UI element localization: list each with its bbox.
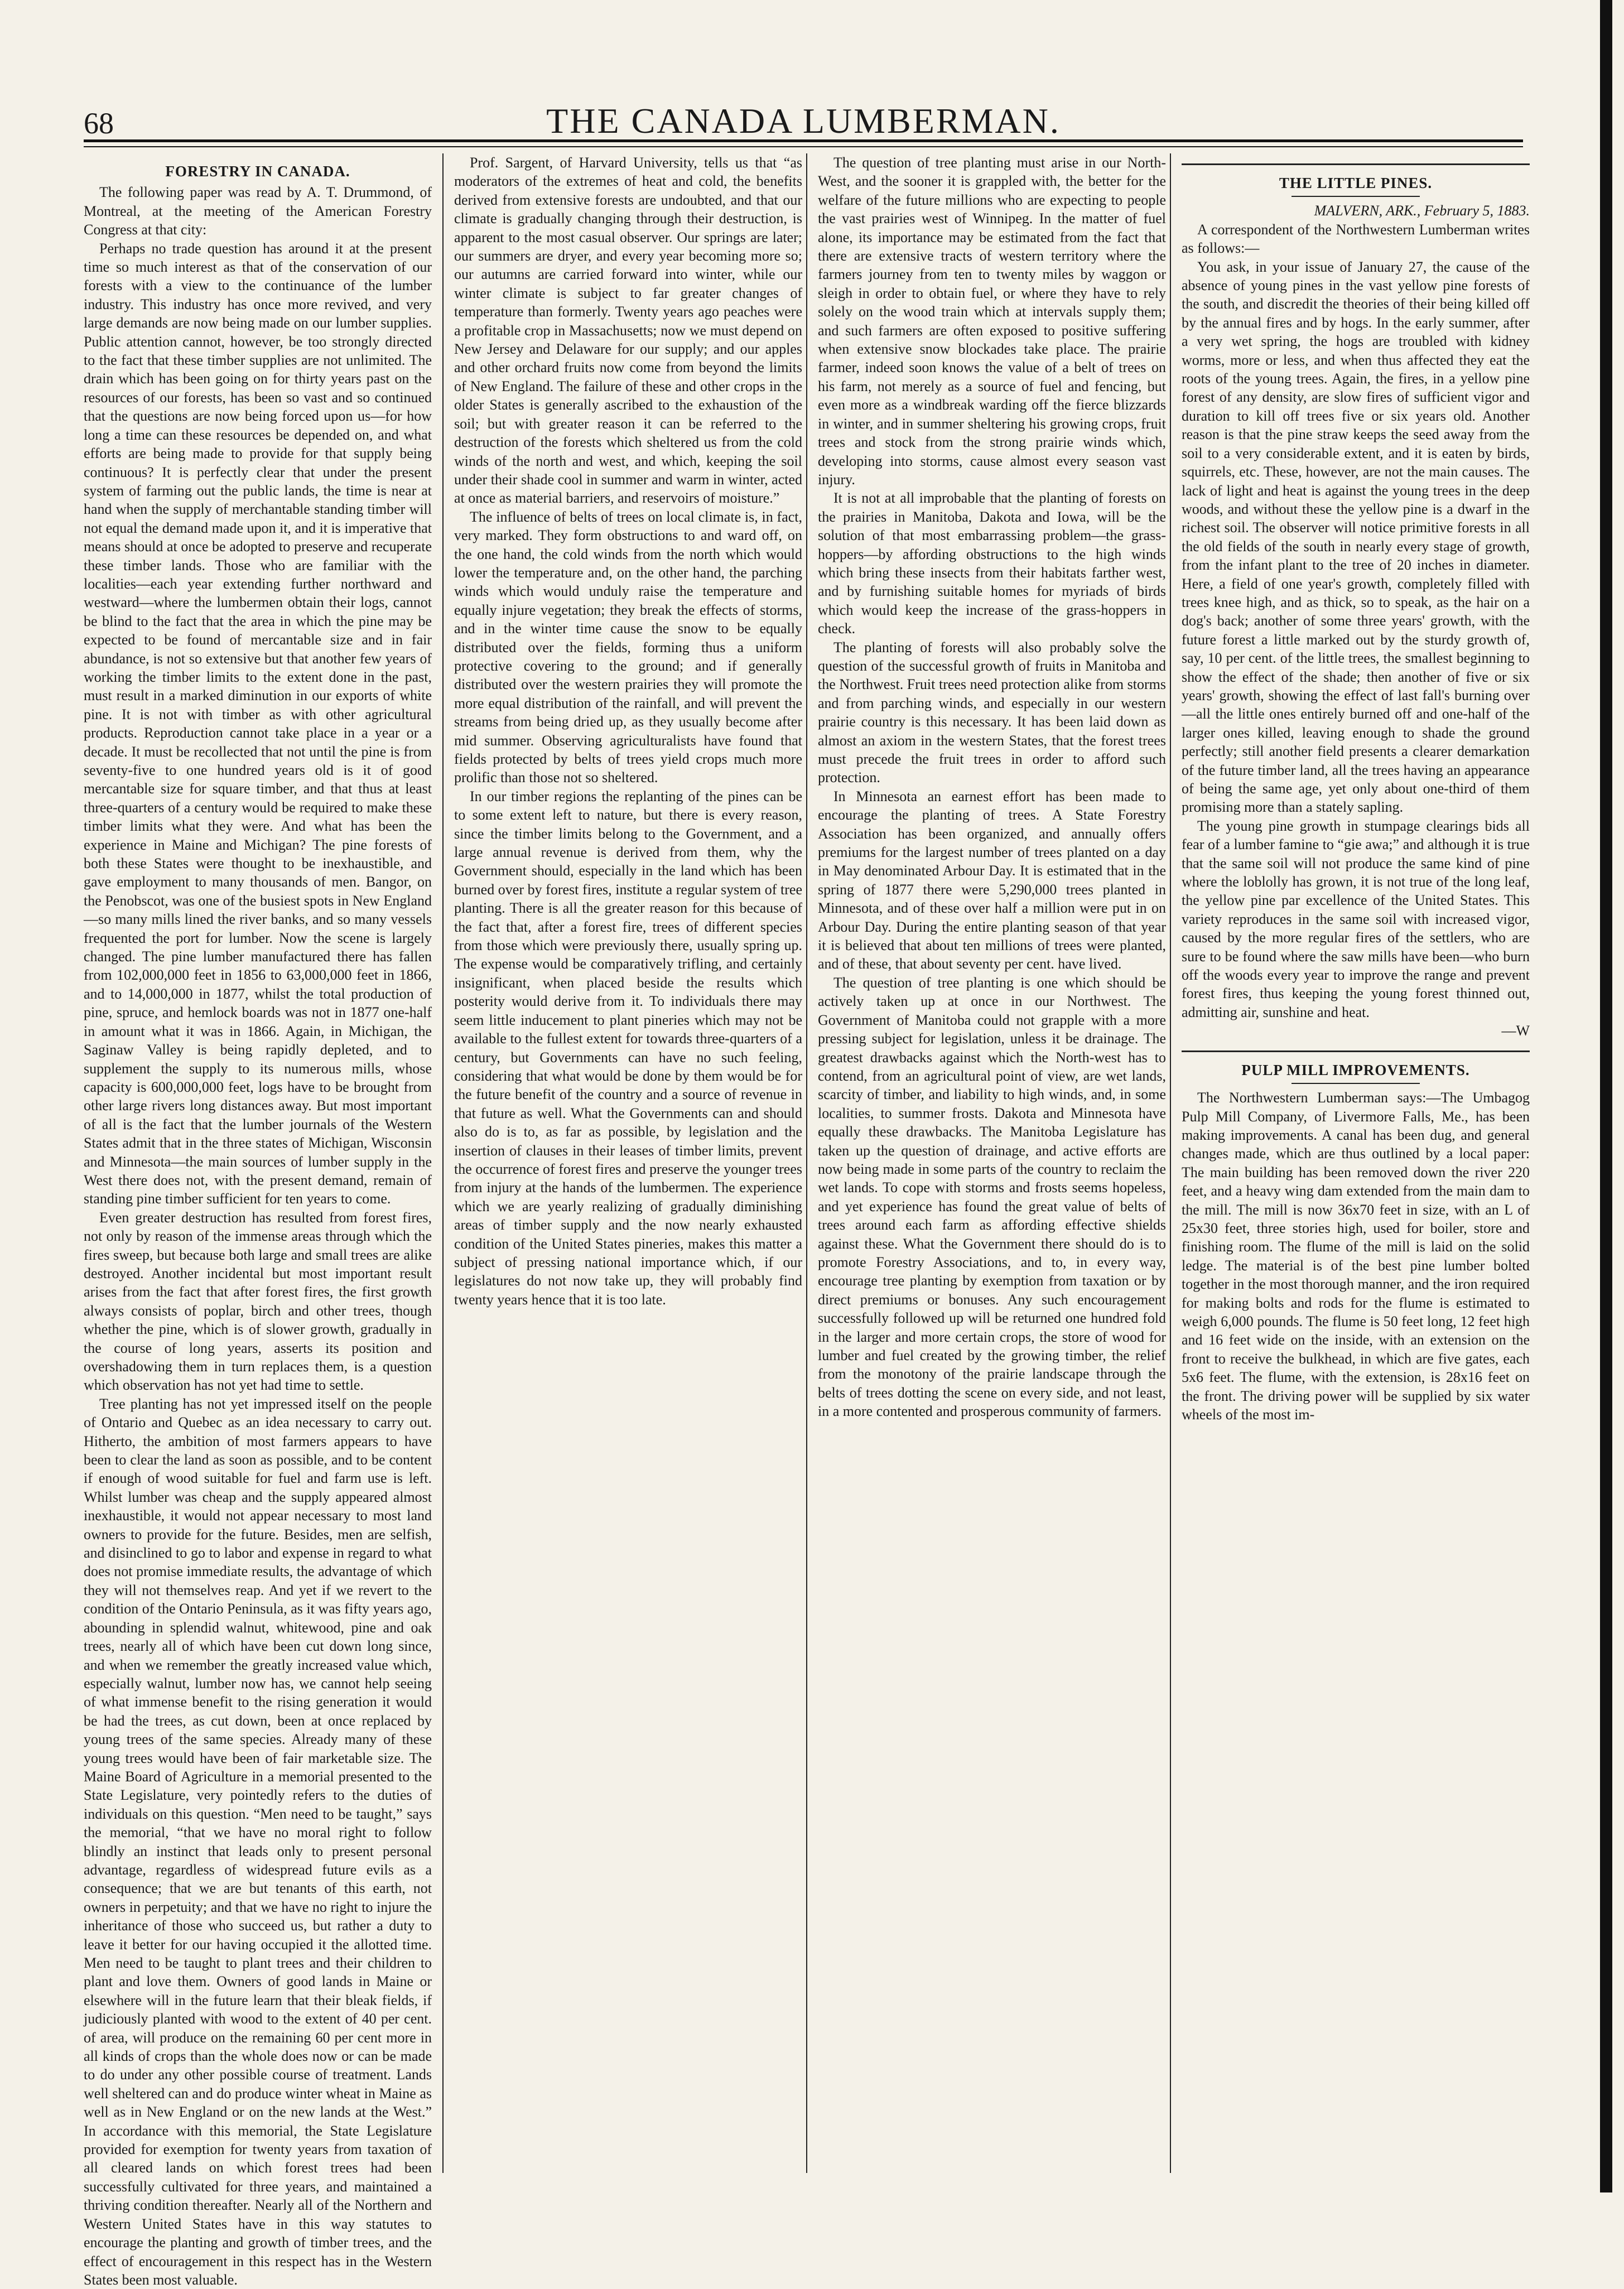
- column-1: [84, 153, 432, 2288]
- page-number: 68: [84, 107, 114, 140]
- masthead-rule: [84, 139, 1523, 147]
- masthead: [84, 100, 1523, 145]
- column-rule: [806, 153, 807, 2173]
- paragraph: Prof. Sargent, of Harvard University, tells us that “as moderators of the extremes of heat and cold, the benefits derived from extensive forests are undoubted, and that our climate is gradually changing through their destruction, is apparent to the most casual observer. Our springs are later; our summers are dryer, and every year becoming more so; our autumns are carried forward into winter, while our winter climate is subject to far greater changes of temperature than formerly. Twenty years ago peaches were a profitable crop in Massachusetts; now we must depend on New Jersey and Delaware for our supply; and our apples and other orchard fruits now come from beyond the limits of New England. The failure of these and other crops in the older States is generally ascribed to the exhaustion of the soil; but with greater reason it can be referred to the destruction of the forests which sheltered us from the cold winds of the north and west, and which, keeping the soil under their shade cool in summer and warm in winter, acted at once as material barriers, and reservoirs of moisture.”: [454, 155, 802, 507]
- paragraph: The question of tree planting is one which should be actively taken up at once in our Northwest. The Government of Manitoba could not grapple with a more pressing subject for legislation, unless it be drainage. The greatest drawbacks against which the North-west has to contend, from an agricultural point of view, are wet lands, scarcity of timber, and liability to high winds, and, in some localities, to summer frosts. Dakota and Minnesota have equally these drawbacks. The Manitoba Legislature has taken up the question of drainage, and active efforts are now being made in some parts of the country to reclaim the wet lands. To cope with storms and frosts seems hopeless, and yet experience has found the great value of belts of trees around each farm as affording effective shields against these. What the Government there should do is to promote Forestry Associations, and to, in every way, encourage tree planting by exemption from taxation or by direct premiums or bonuses. Any such encouragement successfully followed up will be returned one hundred fold in the larger and more certain crops, the store of wood for lumber and fuel created by the growing timber, the relief from the monotony of the prairie landscape through the belts of trees dotting the scene on every side, and not least, in a more contented and prosperous community of farmers.: [818, 974, 1166, 1420]
- column-2: [454, 153, 802, 2173]
- page-edge-bar: [1600, 0, 1612, 2192]
- column-rule: [1170, 153, 1171, 2173]
- newspaper-title: THE CANADA LUMBERMAN.: [546, 101, 1061, 141]
- paragraph: The planting of forests will also probably solve the question of the successful growth of fruits in Manitoba and the Northwest. Fruit trees need protection alike from storms and from parching winds, and especially in our western prairie country is this necessary. It has been laid down as almost an axiom in the western States, that the forest trees must precede the fruit trees in order to afford such protection.: [818, 639, 1166, 786]
- article-divider: [1182, 163, 1530, 165]
- paragraph: The Northwestern Lumberman says:—The Umbagog Pulp Mill Company, of Livermore Falls, Me., has been making improvements. A canal has been dug, and general changes made, which are thus outlined by a local paper: The main building has been removed down the river 220 feet, and a heavy wing dam extended from the main dam to the mill. The mill is now 36x70 feet in size, with an L of 25x30 feet, three stories high, used for boiler, store and finishing room. The flume of the mill is laid on the solid ledge. The material is of the best pine lumber bolted together in the most thorough manner, and the iron required for making bolts and rods for the flume is estimated to weigh 6,000 pounds. The flume is 50 feet long, 12 feet high and 16 feet wide on the inside, with an extension on the front to receive the bulkhead, in which are five gates, each 5x6 feet. The flume, with the extension, is 28x16 feet on the front. The driving power will be supplied by six water wheels of the most im-: [1182, 1090, 1530, 1423]
- paragraph: A correspondent of the Northwestern Lumberman writes as follows:—: [1182, 221, 1530, 257]
- column-4: [1182, 153, 1530, 2173]
- headline-pulp-mill: PULP MILL IMPROVEMENTS.: [1241, 1061, 1470, 1078]
- paragraph: The following paper was read by A. T. Drummond, of Montreal, at the meeting of the American Forestry Congress at that city:: [84, 184, 432, 238]
- paragraph: The question of tree planting must arise in our North-West, and the sooner it is grappled with, the better for the welfare of the future millions who are expecting to people the vast prairies west of Winnipeg. In the matter of fuel alone, its importance may be estimated from the fact that there are extensive tracts of western territory where the farmers journey from ten to twenty miles by waggon or sleigh in order to obtain fuel, or where they have to rely solely on the wood train which at intervals supply them; and such farmers are often exposed to positive suffering when extensive snow blockades take place. The prairie farmer, indeed soon knows the value of a belt of trees on his farm, not merely as a source of fuel and fencing, but even more as a windbreak warding off the fierce blizzards in winter, and in summer sheltering his growing crops, fruit trees and stock from the strong prairie winds which, developing into storms, cause almost every season vast injury.: [818, 155, 1166, 488]
- signature: —W: [1501, 1023, 1530, 1039]
- dateline: MALVERN, ARK., February 5, 1883.: [1314, 203, 1530, 219]
- paragraph: The influence of belts of trees on local climate is, in fact, very marked. They form obstructions to and ward off, on the one hand, the cold winds from the north which would lower the temperature and, on the other hand, the parching winds which would unduly raise the temperature and equally injure vegetation; they break the effects of storms, and in the winter time cause the snow to be equally distributed over the fields, forming thus a uniform protective covering to the ground; and if generally distributed over the western prairies they will promote the more equal distribution of the rainfall, and will prevent the streams from being dried up, as they usually become after mid summer. Observing agriculturalists have found that fields protected by belts of trees yield crops much more prolific than those not so sheltered.: [454, 508, 802, 786]
- headline-forestry-in-canada: FORESTRY IN CANADA.: [165, 163, 350, 180]
- headline-rule: [1292, 196, 1420, 197]
- paragraph: It is not at all improbable that the planting of forests on the prairies in Manitoba, Dakota and Iowa, will be the solution of that most embarrassing problem—the grass-hoppers—by affording obstructions to the high winds which bring these insects from their habitats farther west, and by furnishing suitable homes for myriads of birds which would keep the increase of the grass-hoppers in check.: [818, 490, 1166, 637]
- paragraph: Perhaps no trade question has around it at the present time so much interest as that of the conservation of our forests with a view to the continuance of the lumber industry. This industry has once more revived, and very large demands are now being made on our lumber supplies. Public attention cannot, however, be too strongly directed to the fact that these timber supplies are not unlimited. The drain which has been going on for thirty years past on the resources of our forests, has been so vast and so continued that the questions are now being forced upon us—for how long a time can these resources be depended on, and what efforts are being made to provide for that supply being continuous? It is perfectly clear that under the present system of farming out the public lands, the time is near at hand when the supply of merchantable standing timber will not equal the demand made upon it, and it is imperative that means should at once be adopted to preserve and recuperate these timber lands. Those who are familiar with the localities—each year extending further northward and westward—where the lumbermen obtain their logs, cannot be blind to the fact that the area in which the pine may be expected to be found of mercantable size and in fair abundance, is not so extensive but that another few years of working the timber limits to the extent done in the past, must result in a marked diminution in our exports of white pine. It is not with timber as with other agricultural products. Reproduction cannot take place in a year or a decade. It must be recollected that not until the pine is from seventy-five to one hundred years old is it of good mercantable size for square timber, and that thus at least three-quarters of a century would be required to make these timber limits what they were. And what has been the experience in Maine and Michigan? The pine forests of both these States were thought to be inexhaustible, and gave employment to many thousands of men. Bangor, on the Penobscot, was one of the busiest spots in New England—so many mills lined the river banks, and so many vessels frequented the port for lumber. Now the scene is largely changed. The pine lumber manufactured there has fallen from 102,000,000 feet in 1856 to 63,000,000 feet in 1866, and to 14,000,000 in 1877, whilst the total production of pine, spruce, and hemlock boards was not in 1877 one-half in amount what it was in 1866. Again, in Michigan, the Saginaw Valley is being rapidly depleted, and to supplement the supply to its numerous mills, whose capacity is 600,000,000 feet, logs have to be brought from other large rivers long distances away. But most important of all is the fact that the lumber journals of the Western States admit that in the three states of Michigan, Wisconsin and Minnesota—the main sources of lumber supply in the West there does not, with the present demand, remain of standing pine timber sufficient for ten years to come.: [84, 240, 432, 1207]
- paragraph: The young pine growth in stumpage clearings bids all fear of a lumber famine to “gie awa;” and although it is true that the same soil will not produce the same kind of pine where the loblolly has grown, it is not true of the long leaf, the yellow pine par excellence of the United States. This variety reproduces in the same soil with increased vigor, caused by the more regular fires of the settlers, who are sure to be found where the saw mills have been—who burn off the woods every year to improve the range and prevent forest fires, thus keeping the young forest thinned out, admitting air, sunshine and heat.: [1182, 817, 1530, 1020]
- headline-little-pines: THE LITTLE PINES.: [1279, 175, 1433, 191]
- paragraph: In our timber regions the replanting of the pines can be to some extent left to nature, but there is every reason, since the timber limits belong to the Government, and a large annual revenue is derived from them, why the Government should, especially in the land which has been burned over by forest fires, institute a regular system of tree planting. There is all the greater reason for this because of the fact that, after a forest fire, trees of different species from those which were previously there, usually spring up. The expense would be comparatively trifling, and certainly insignificant, when placed beside the results which posterity would derive from it. To individuals there may seem little inducement to plant pineries which may not be available to the fullest extent for towards three-quarters of a century, but Governments can have no such feeling, considering that what would be done by them would be for the future benefit of the country and a source of revenue in that future as well. What the Governments can and should also do is to, as far as possible, by legislation and the insertion of clauses in their leases of timber limits, prevent the occurrence of forest fires and preserve the younger trees from injury at the hands of the lumbermen. The experience which we are yearly realizing of gradually diminishing areas of timber supply and the now nearly exhausted condition of the United States pineries, makes this matter a subject of pressing national importance which, if our legislatures do not now take up, they will probably find twenty years hence that it is too late.: [454, 788, 802, 1308]
- column-rule: [442, 153, 444, 2173]
- paragraph: You ask, in your issue of January 27, the cause of the absence of young pines in the vast yellow pine forests of the south, and discredit the theories of their being killed off by the annual fires and by hogs. In the early summer, after a very wet spring, the hogs are troubled with kidney worms, more or less, and when thus affected they eat the roots of the young trees. Again, the fires, in a yellow pine forest of any density, are slow fires of sufficient vigor and duration to kill off trees five or six years old. Another reason is that the pine straw keeps the seed away from the soil to a very considerable extent, and it is eaten by birds, squirrels, etc. These, however, are not the main causes. The lack of light and heat is against the young trees in the deep woods, and without these the yellow pine is a dwarf in the richest soil. The observer will notice primitive forests in all the old fields of the south in nearly every stage of growth, from the infant plant to the tree of 20 inches in diameter. Here, a field of one year's growth, completely filled with trees knee high, and as thick, so to speak, as the hair on a dog's back; another of some three years' growth, with the future forest a little marked out by the sturdy growth of, say, 10 per cent. of the little trees, the smallest beginning to show the effect of the shade; then another of five or six years' growth, showing the effect of last fall's burning over—all the little ones entirely burned off and one-half of the larger ones killed, leaving enough to shade the ground perfectly; still another field presents a clearer demarkation of the future timber land, all the trees having an appearance of being the same age, yet only about one-third of them promising more than a stately sapling.: [1182, 258, 1530, 816]
- headline-rule: [1292, 1083, 1420, 1084]
- paragraph: Even greater destruction has resulted from forest fires, not only by reason of the immense areas through which the fires sweep, but because both large and small trees are alike destroyed. Another incidental but most important result arises from the fact that after forest fires, the first growth always consists of poplar, birch and other trees, though whether the pine, which is of slower growth, gradually in the course of long years, asserts its position and overshadowing them in turn replaces them, is a question which observation has not yet had time to settle.: [84, 1209, 432, 1394]
- paragraph: In Minnesota an earnest effort has been made to encourage the planting of trees. A State Forestry Association has been organized, and annually offers premiums for the largest number of trees planted on a day in May denominated Arbour Day. It is estimated that in the spring of 1877 there were 5,290,000 trees planted in Minnesota, and of these over half a million were put in on Arbour Day. During the entire planting season of that year it is believed that about ten millions of trees were planted, and of these, that about seventy per cent. have lived.: [818, 788, 1166, 972]
- column-3: [818, 153, 1166, 2173]
- text-columns: [84, 153, 1530, 2288]
- article-divider: [1182, 1050, 1530, 1052]
- paragraph: Tree planting has not yet impressed itself on the people of Ontario and Quebec as an idea necessary to carry out. Hitherto, the ambition of most farmers appears to have been to clear the land as soon as possible, and to be content if enough of wood suitable for fuel and farm use is left. Whilst lumber was cheap and the supply appeared almost inexhaustible, it would not appear necessary to most land owners to provide for the future. Besides, men are selfish, and disinclined to go to labor and expense in regard to what does not promise immediate results, the advantage of which they will not themselves reap. And yet if we revert to the condition of the Ontario Peninsula, as it was fifty years ago, abounding in splendid walnut, whitewood, pine and oak trees, nearly all of which have been cut down long since, and when we remember the greatly increased value which, especially walnut, lumber now has, we cannot help seeing of what immense benefit to the rising generation it would be had the trees, as cut down, been at once replaced by young trees of the same species. Already many of these young trees would have been of fair marketable size. The Maine Board of Agriculture in a memorial presented to the State Legislature, very pointedly refers to the duties of individuals on this question. “Men need to be taught,” says the memorial, “that we have no moral right to follow blindly an instinct that leads only to present personal advantage, regardless of widespread future evils as a consequence; that we are but tenants of this earth, not owners in perpetuity; and that we have no right to injure the inheritance of those who succeed us, but rather a duty to leave it better for our having occupied it the allotted time. Men need to be taught to plant trees and their children to plant and love them. Owners of good lands in Maine or elsewhere will in the future learn that their bleak fields, if judiciously planted with wood to the extent of 40 per cent. of area, will produce on the remaining 60 per cent more in all kinds of crops than the whole does now or can be made to do under any other possible course of treatment. Lands well sheltered can and do produce winter wheat in Maine as well as in New England or on the new lands at the West.” In accordance with this memorial, the State Legislature provided for exemption for twenty years from taxation of all cleared lands on which forest trees had been successfully cultivated for three years, and maintained a thriving condition thereafter. Nearly all of the Northern and Western United States have in this way statutes to encourage the planting and growth of timber trees, and the effect of encouragement in this respect has in the Western States been most valuable.: [84, 1395, 432, 2288]
